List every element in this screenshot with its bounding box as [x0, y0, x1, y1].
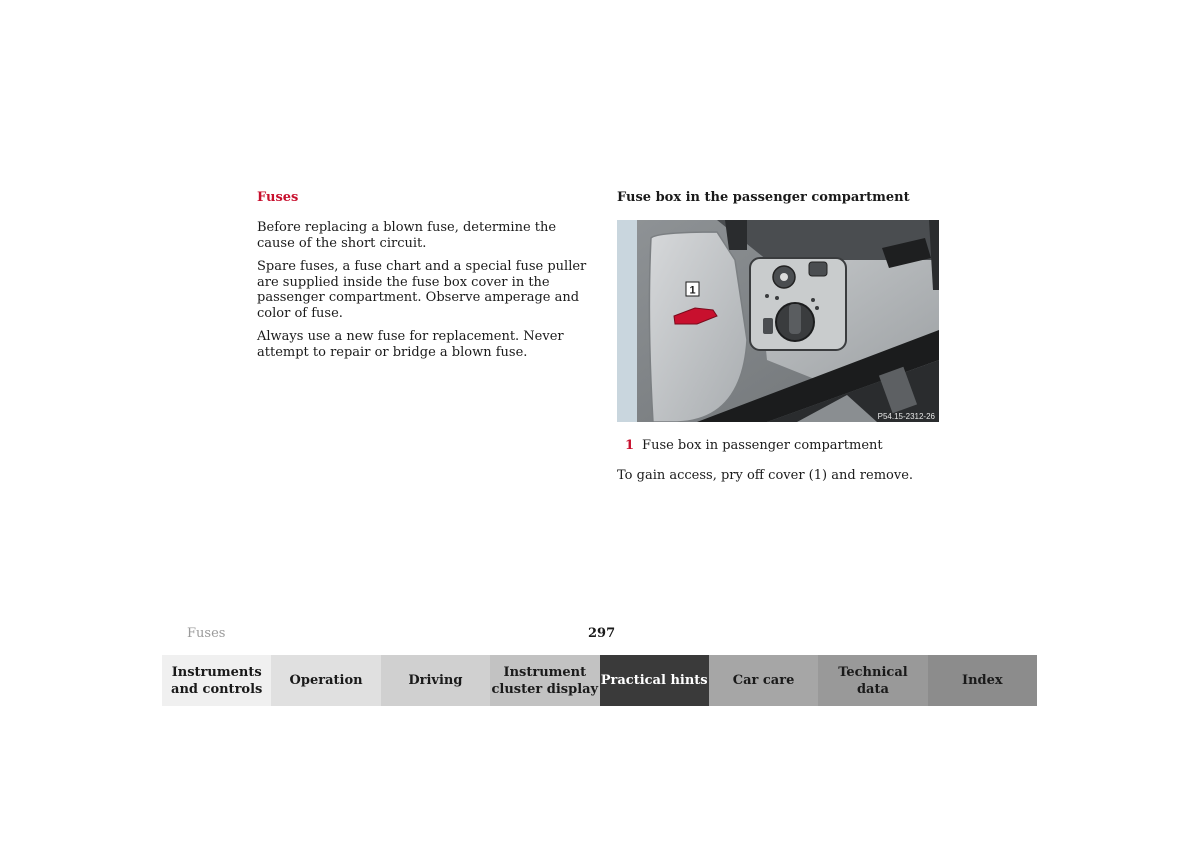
figure-code: P54.15-2312-26: [877, 412, 935, 421]
tab-driving[interactable]: Driving: [381, 655, 490, 706]
paragraph: Before replacing a blown fuse, determine the cause of the short circuit.: [257, 220, 557, 251]
fuse-box-illustration: [617, 220, 939, 422]
tab-index[interactable]: Index: [928, 655, 1037, 706]
figure-title: Fuse box in the passenger compartment: [617, 190, 910, 205]
instruction-text: To gain access, pry off cover (1) and remove.: [617, 468, 914, 483]
tab-operation[interactable]: Operation: [271, 655, 380, 706]
right-column: [617, 190, 947, 492]
figure-caption: [625, 438, 947, 454]
tab-instrument-cluster-display[interactable]: Instrument cluster display: [490, 655, 599, 706]
chapter-nav: [162, 655, 1037, 706]
knob-indicator: [780, 273, 788, 281]
caption-text: Fuse box in passenger compartment: [642, 438, 883, 453]
tab-instruments-and-controls[interactable]: Instruments and controls: [162, 655, 271, 706]
indicator-dot: [811, 298, 815, 302]
indicator-dot: [765, 294, 769, 298]
callout-label: 1: [689, 284, 696, 297]
tab-technical-data[interactable]: Technical data: [818, 655, 927, 706]
tab-practical-hints[interactable]: Practical hints: [600, 655, 709, 706]
paragraph: Spare fuses, a fuse chart and a special fuse puller are supplied inside the fuse box cover in the passenger compartment. Observe amperage and color of fuse.: [257, 259, 587, 321]
caption-number: 1: [625, 438, 635, 453]
indicator-dot: [815, 306, 819, 310]
tab-car-care[interactable]: Car care: [709, 655, 818, 706]
door-edge: [617, 220, 637, 422]
page-number: 297: [588, 626, 616, 641]
section-title: Fuses: [257, 190, 299, 205]
fog-lamp-button: [809, 262, 827, 276]
left-column: [257, 190, 587, 368]
paragraph: Always use a new fuse for replacement. Never attempt to repair or bridge a blown fuse.: [257, 329, 564, 360]
indicator-dot: [775, 296, 779, 300]
side-button: [763, 318, 773, 334]
footer-section-label: Fuses: [187, 626, 226, 641]
switch-grip: [789, 304, 801, 334]
fuse-box-cover: [649, 232, 747, 422]
